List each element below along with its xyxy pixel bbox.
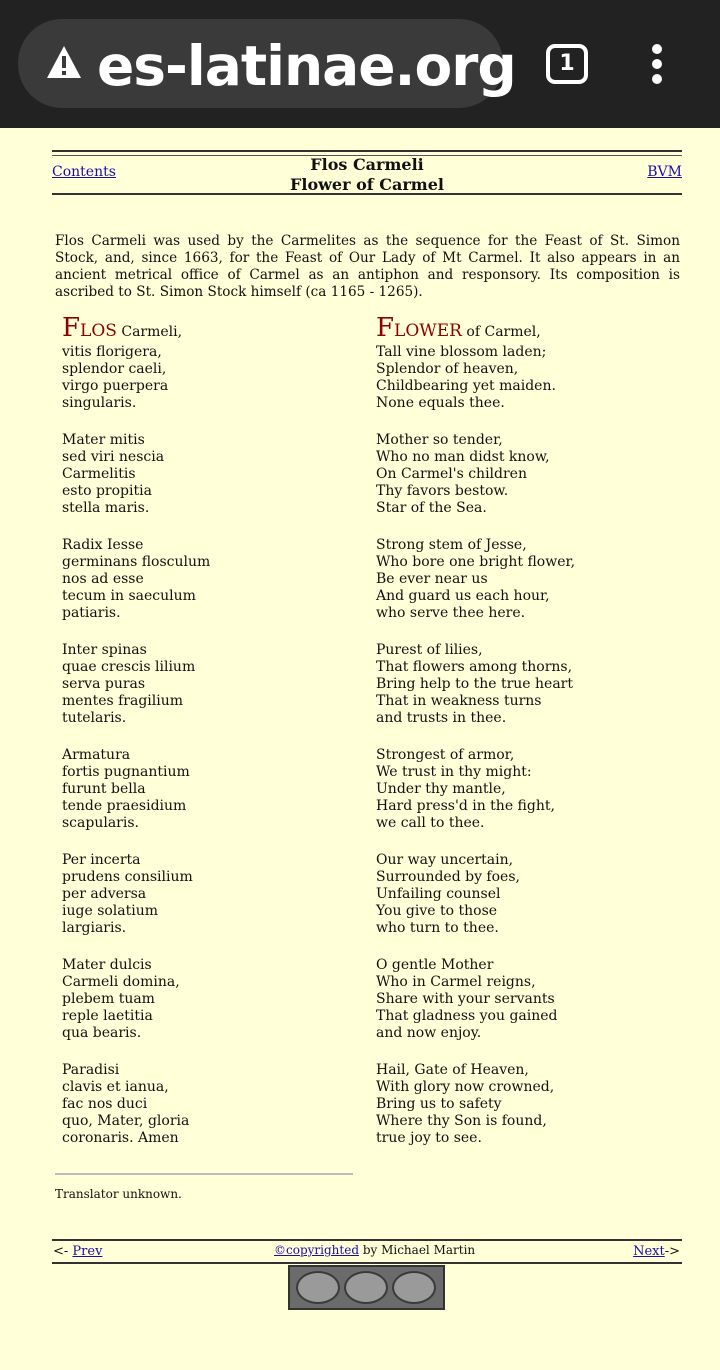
title-english: Flower of Carmel (290, 175, 444, 194)
latin-verse-line: sed viri nescia (62, 449, 165, 465)
latin-verse-line: plebem tuam (62, 991, 155, 1007)
tab-count: 1 (559, 51, 575, 76)
latin-verse-line: reple laetitia (62, 1008, 153, 1024)
translator-divider (55, 1173, 353, 1175)
english-stanza (376, 747, 676, 832)
english-verse-line: Who bore one bright flower, (376, 554, 576, 570)
copyright-author: by Michael Martin (359, 1243, 476, 1257)
latin-verse-line: vitis florigera, (62, 344, 162, 360)
latin-verse-line: quae crescis lilium (62, 659, 196, 675)
latin-verse-line: esto propitia (62, 483, 152, 499)
english-verse-line: Purest of lilies, (376, 642, 483, 658)
contents-link[interactable]: Contents (52, 164, 116, 180)
english-stanza (376, 642, 676, 727)
latin-verse-line: prudens consilium (62, 869, 193, 885)
latin-verse-line: furunt bella (62, 781, 146, 797)
latin-first-line (62, 313, 352, 343)
latin-verse-line: tutelaris. (62, 710, 127, 726)
english-verse-line: Who in Carmel reigns, (376, 974, 536, 990)
next-nav (633, 1244, 680, 1259)
english-verse-line: Strongest of armor, (376, 747, 515, 763)
title-bottom-rule (52, 193, 682, 195)
latin-verse-line: per adversa (62, 886, 147, 902)
english-verse-line: That in weakness turns (376, 693, 542, 709)
english-verse-line: Thy favors bestow. (376, 483, 509, 499)
latin-verse-line: serva puras (62, 676, 146, 692)
latin-verse-line: Armatura (62, 747, 131, 763)
decorative-banner-image (288, 1265, 445, 1310)
latin-verse-line: quo, Mater, gloria (62, 1113, 190, 1129)
english-verse-line: Tall vine blossom laden; (376, 344, 547, 360)
english-verse-line: we call to thee. (376, 815, 485, 831)
english-verse-line: That flowers among thorns, (376, 659, 573, 675)
latin-verse-line: germinans flosculum (62, 554, 211, 570)
latin-verse-line: iuge solatium (62, 903, 159, 919)
english-verse-line: Where thy Son is found, (376, 1113, 547, 1129)
english-stanza (376, 957, 676, 1042)
english-verse-line: Hard press'd in the fight, (376, 798, 555, 814)
latin-verse-line: Mater mitis (62, 432, 145, 448)
latin-verse-line: Paradisi (62, 1062, 120, 1078)
tab-switcher-button[interactable] (546, 44, 588, 84)
latin-verse-line: Carmelitis (62, 466, 136, 482)
latin-verse-line: Carmeli domina, (62, 974, 180, 990)
warning-icon[interactable] (45, 44, 83, 80)
bvm-link[interactable]: BVM (647, 164, 682, 180)
english-verse-line: You give to those (376, 903, 498, 919)
translator-note: Translator unknown. (55, 1187, 182, 1201)
english-verse-line: We trust in thy might: (376, 764, 532, 780)
latin-verse-line: Mater dulcis (62, 957, 152, 973)
english-verse-line: Star of the Sea. (376, 500, 487, 516)
browser-toolbar (0, 0, 720, 128)
latin-verse-line: tecum in saeculum (62, 588, 196, 604)
latin-stanza (62, 852, 352, 937)
english-verse-line: Be ever near us (376, 571, 488, 587)
latin-stanza (62, 642, 352, 727)
latin-drop-cap: F (62, 313, 81, 343)
english-verse-line: And guard us each hour, (376, 588, 550, 604)
latin-column (62, 313, 352, 1167)
top-rule (52, 150, 682, 152)
latin-verse-line: nos ad esse (62, 571, 144, 587)
footer-bottom-rule (52, 1262, 682, 1264)
latin-stanza (62, 432, 352, 517)
english-verse-line: That gladness you gained (376, 1008, 558, 1024)
copyright-line (274, 1243, 475, 1257)
english-stanza (376, 1062, 676, 1147)
english-verse-line: Bring help to the true heart (376, 676, 573, 692)
english-stanza (376, 852, 676, 937)
english-column (376, 313, 676, 1167)
latin-verse-line: Inter spinas (62, 642, 147, 658)
latin-verse-line: clavis et ianua, (62, 1079, 169, 1095)
latin-verse-line: qua bearis. (62, 1025, 142, 1041)
latin-verse-line: largiaris. (62, 920, 127, 936)
english-verse-line: Our way uncertain, (376, 852, 514, 868)
page-title (230, 155, 504, 195)
english-verse-line: On Carmel's children (376, 466, 527, 482)
latin-verse-line: fortis pugnantium (62, 764, 190, 780)
latin-first-tail: Carmeli, (116, 324, 183, 340)
latin-verse-line: coronaris. Amen (62, 1130, 179, 1146)
latin-verse-line: stella maris. (62, 500, 150, 516)
latin-verse-line: fac nos duci (62, 1096, 148, 1112)
prev-nav (53, 1244, 102, 1259)
latin-stanzas (62, 344, 352, 1147)
english-verse-line: Bring us to safety (376, 1096, 502, 1112)
english-verse-line: and trusts in thee. (376, 710, 507, 726)
english-stanza (376, 344, 676, 412)
latin-stanza (62, 1062, 352, 1147)
english-first-tail: of Carmel, (461, 324, 541, 340)
title-latin: Flos Carmeli (310, 155, 424, 174)
english-stanza (376, 432, 676, 517)
latin-stanza (62, 344, 352, 412)
latin-verse-line: singularis. (62, 395, 137, 411)
english-stanzas (376, 344, 676, 1147)
latin-stanza (62, 957, 352, 1042)
latin-verse-line: tende praesidium (62, 798, 187, 814)
prev-arrow: <- (53, 1244, 73, 1259)
english-verse-line: Childbearing yet maiden. (376, 378, 556, 394)
english-verse-line: Hail, Gate of Heaven, (376, 1062, 529, 1078)
english-verse-line: Who no man didst know, (376, 449, 550, 465)
english-verse-line: Under thy mantle, (376, 781, 506, 797)
english-first-line (376, 313, 676, 343)
url-text[interactable]: es-latinae.org (97, 34, 516, 98)
english-verse-line: Unfailing counsel (376, 886, 501, 902)
english-verse-line: and now enjoy. (376, 1025, 482, 1041)
english-verse-line: Splendor of heaven, (376, 361, 519, 377)
english-verse-line: With glory now crowned, (376, 1079, 555, 1095)
latin-verse-line: patiaris. (62, 605, 121, 621)
prev-link[interactable]: Prev (72, 1244, 103, 1259)
english-stanza (376, 537, 676, 622)
english-verse-line: O gentle Mother (376, 957, 494, 973)
latin-stanza (62, 747, 352, 832)
latin-verse-line: scapularis. (62, 815, 139, 831)
intro-paragraph: Flos Carmeli was used by the Carmelites as the sequence for the Feast of St. Simon Stock, and, since 1663, for the Feast of Our Lady of Mt Carmel. It also appears in an ancient metrical office of Carmel as an antiphon and responsory. Its composition is ascribed to St. Simon Stock himself (ca 1165 - 1265). (55, 233, 680, 300)
latin-stanza (62, 537, 352, 622)
latin-verse-line: Radix Iesse (62, 537, 144, 553)
english-drop-cap: F (376, 313, 395, 343)
copyright-link[interactable]: ©copyrighted (274, 1243, 359, 1257)
english-verse-line: Surrounded by foes, (376, 869, 520, 885)
english-verse-line: None equals thee. (376, 395, 505, 411)
english-verse-line: Mother so tender, (376, 432, 503, 448)
latin-first-caps: LOS (80, 321, 117, 341)
banner-panel-center (344, 1271, 388, 1304)
banner-panel-right (392, 1271, 436, 1304)
overflow-menu-icon[interactable] (646, 42, 668, 86)
latin-verse-line: Per incerta (62, 852, 141, 868)
banner-panel-left (296, 1271, 340, 1304)
english-verse-line: who serve thee here. (376, 605, 526, 621)
next-arrow: -> (664, 1244, 680, 1259)
english-verse-line: who turn to thee. (376, 920, 499, 936)
english-verse-line: Share with your servants (376, 991, 555, 1007)
latin-verse-line: virgo puerpera (62, 378, 169, 394)
latin-verse-line: mentes fragilium (62, 693, 184, 709)
footer-top-rule (52, 1239, 682, 1241)
next-link[interactable]: Next (633, 1244, 665, 1259)
latin-verse-line: splendor caeli, (62, 361, 167, 377)
english-verse-line: Strong stem of Jesse, (376, 537, 527, 553)
english-first-caps: LOWER (394, 321, 462, 341)
english-verse-line: true joy to see. (376, 1130, 482, 1146)
